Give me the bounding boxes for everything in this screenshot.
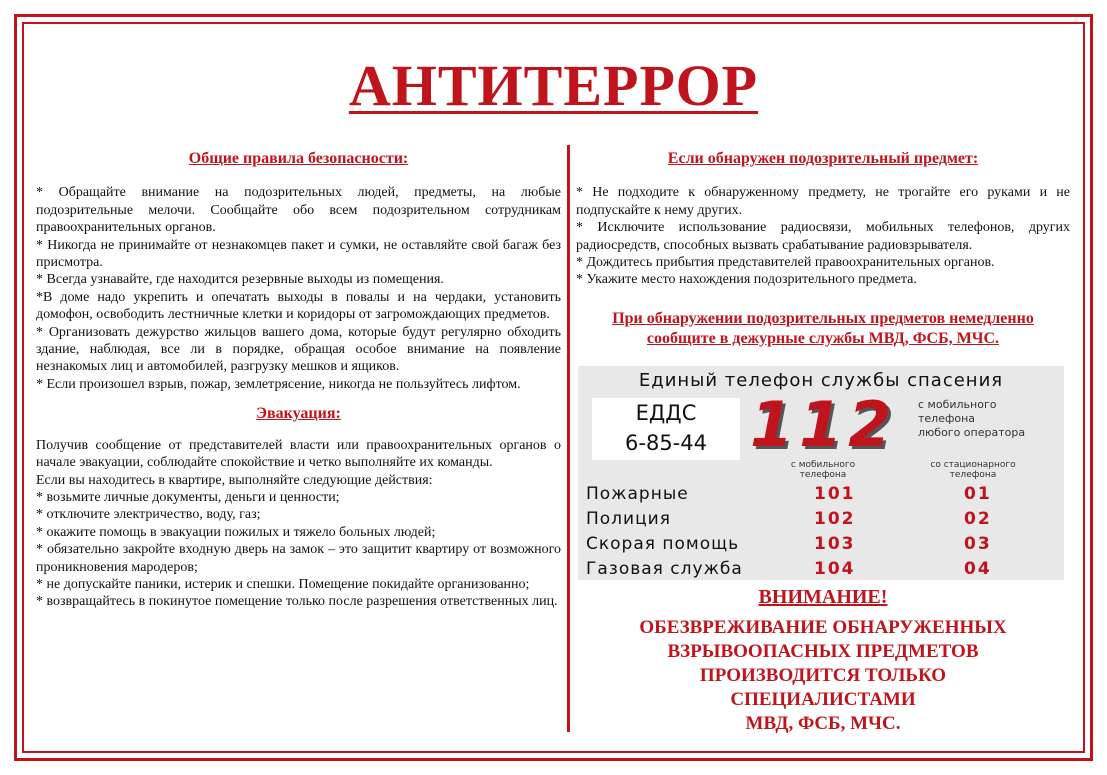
emergency-note-line: телефона xyxy=(918,412,976,425)
general-rule: * Всегда узнавайте, где находится резервные выходы из помещения. xyxy=(36,272,444,288)
right-column xyxy=(576,150,1070,349)
service-row xyxy=(586,534,1056,559)
left-column xyxy=(36,150,561,611)
evacuation-item: Если вы находитесь в квартире, выполняйте следующие действия: xyxy=(36,472,433,488)
edds-label: ЕДДС xyxy=(635,401,697,425)
general-rule: * Организовать дежурство жильцов вашего дома, которые будут регулярно обходить здание, наблюдая, все ли в порядке, обращая особое внимание на появление незнакомых лиц и автомобилей, разгрузку мешков и ящиков. xyxy=(36,324,561,375)
service-mobile-number: 102 xyxy=(814,509,856,529)
attention-line: МВД, ФСБ, МЧС. xyxy=(745,713,901,734)
general-rule: * Никогда не принимайте от незнакомцев пакет и сумки, не оставляйте свой багаж без присмотра. xyxy=(36,237,561,271)
suspicious-rule: * Не подходите к обнаруженному предмету, не трогайте его руками и не подпускайте к нему других. xyxy=(576,185,1070,218)
emergency-note-line: любого оператора xyxy=(918,426,1026,439)
attention-body xyxy=(576,616,1070,736)
emergency-phones-panel xyxy=(578,366,1064,580)
edds-box xyxy=(592,398,740,460)
phones-title: Единый телефон службы спасения xyxy=(638,370,1004,391)
poster-title: АНТИТЕРРОР xyxy=(348,53,759,118)
service-name: Полиция xyxy=(586,509,671,529)
service-row xyxy=(586,559,1056,584)
evacuation-item: Получив сообщение от представителей власти или правоохранительных органов о начале эвакуации, соблюдайте спокойствие и четко выполняйте их команды. xyxy=(36,437,561,471)
evacuation-item: * возьмите личные документы, деньги и ценности; xyxy=(36,489,340,505)
evacuation-item: * обязательно закройте входную дверь на замок – это защитит квартиру от возможного проникновения мародеров; xyxy=(36,542,561,575)
edds-number: 6-85-44 xyxy=(625,431,707,455)
service-row xyxy=(586,509,1056,534)
attention-line: ПРОИЗВОДИТСЯ ТОЛЬКО xyxy=(699,665,947,686)
service-name: Скорая помощь xyxy=(586,534,740,554)
service-landline-number: 01 xyxy=(964,484,992,504)
evacuation-heading: Эвакуация: xyxy=(256,405,341,423)
service-name: Пожарные xyxy=(586,484,689,504)
suspicious-rule: * Дождитесь прибытия представителей правоохранительных органов. xyxy=(576,255,995,271)
landline-head-line: телефона xyxy=(949,470,997,480)
service-row xyxy=(586,484,1056,509)
evacuation-item: * окажите помощь в эвакуации пожилых и тяжело больных людей; xyxy=(36,524,436,540)
mobile-head-line: с мобильного xyxy=(790,460,856,470)
evacuation-item: * отключите электричество, воду, газ; xyxy=(36,507,261,523)
service-mobile-number: 104 xyxy=(814,559,856,579)
service-landline-number: 02 xyxy=(964,509,992,529)
evacuation-item: * возвращайтесь в покинутое помещение только после разрешения ответственных лиц. xyxy=(36,594,558,610)
attention-block xyxy=(576,584,1070,736)
general-rules-heading: Общие правила безопасности: xyxy=(188,150,409,167)
emergency-note xyxy=(918,398,1025,440)
mobile-column-head xyxy=(768,460,878,480)
service-mobile-number: 103 xyxy=(814,534,856,554)
general-rule: * Обращайте внимание на подозрительных людей, предметы, на любые подозрительные мелочи. Сообщайте обо всем подозрительном сотрудникам правоохранительных органов. xyxy=(36,185,561,236)
report-notice: При обнаружении подозрительных предметов немедленно сообщите в дежурные службы МВД, ФСБ, МЧС. xyxy=(612,309,1034,347)
attention-title: ВНИМАНИЕ! xyxy=(758,586,888,608)
suspicious-rule: * Укажите место нахождения подозрительного предмета. xyxy=(576,272,917,288)
landline-column-head xyxy=(913,460,1033,480)
suspicious-rule: * Исключите использование радиосвязи, мобильных телефонов, других радиосредств, способных вызвать срабатывание радиовзрывателя. xyxy=(576,220,1070,253)
service-name: Газовая служба xyxy=(586,559,743,579)
general-rule: *В доме надо укрепить и опечатать выходы в повалы и на чердаки, установить домофон, освободить лестничные клетки и коридоры от загромождающих предметов. xyxy=(36,289,561,323)
mobile-head-line: телефона xyxy=(799,470,847,480)
general-rule: * Если произошел взрыв, пожар, землетрясение, никогда не пользуйтесь лифтом. xyxy=(36,376,521,392)
emergency-number: 112 xyxy=(750,388,898,461)
landline-head-line: со стационарного xyxy=(930,460,1016,470)
evacuation-item: * не допускайте паники, истерик и спешки. Помещение покидайте организованно; xyxy=(36,576,530,592)
attention-line: ВЗРЫВООПАСНЫХ ПРЕДМЕТОВ xyxy=(667,641,979,662)
attention-line: ОБЕЗВРЕЖИВАНИЕ ОБНАРУЖЕННЫХ xyxy=(639,617,1007,638)
emergency-note-line: с мобильного xyxy=(918,398,997,411)
column-divider xyxy=(567,145,570,732)
service-landline-number: 04 xyxy=(964,559,992,579)
attention-line: СПЕЦИАЛИСТАМИ xyxy=(730,689,916,710)
service-landline-number: 03 xyxy=(964,534,992,554)
suspicious-object-heading: Если обнаружен подозрительный предмет: xyxy=(667,150,979,167)
service-mobile-number: 101 xyxy=(814,484,856,504)
